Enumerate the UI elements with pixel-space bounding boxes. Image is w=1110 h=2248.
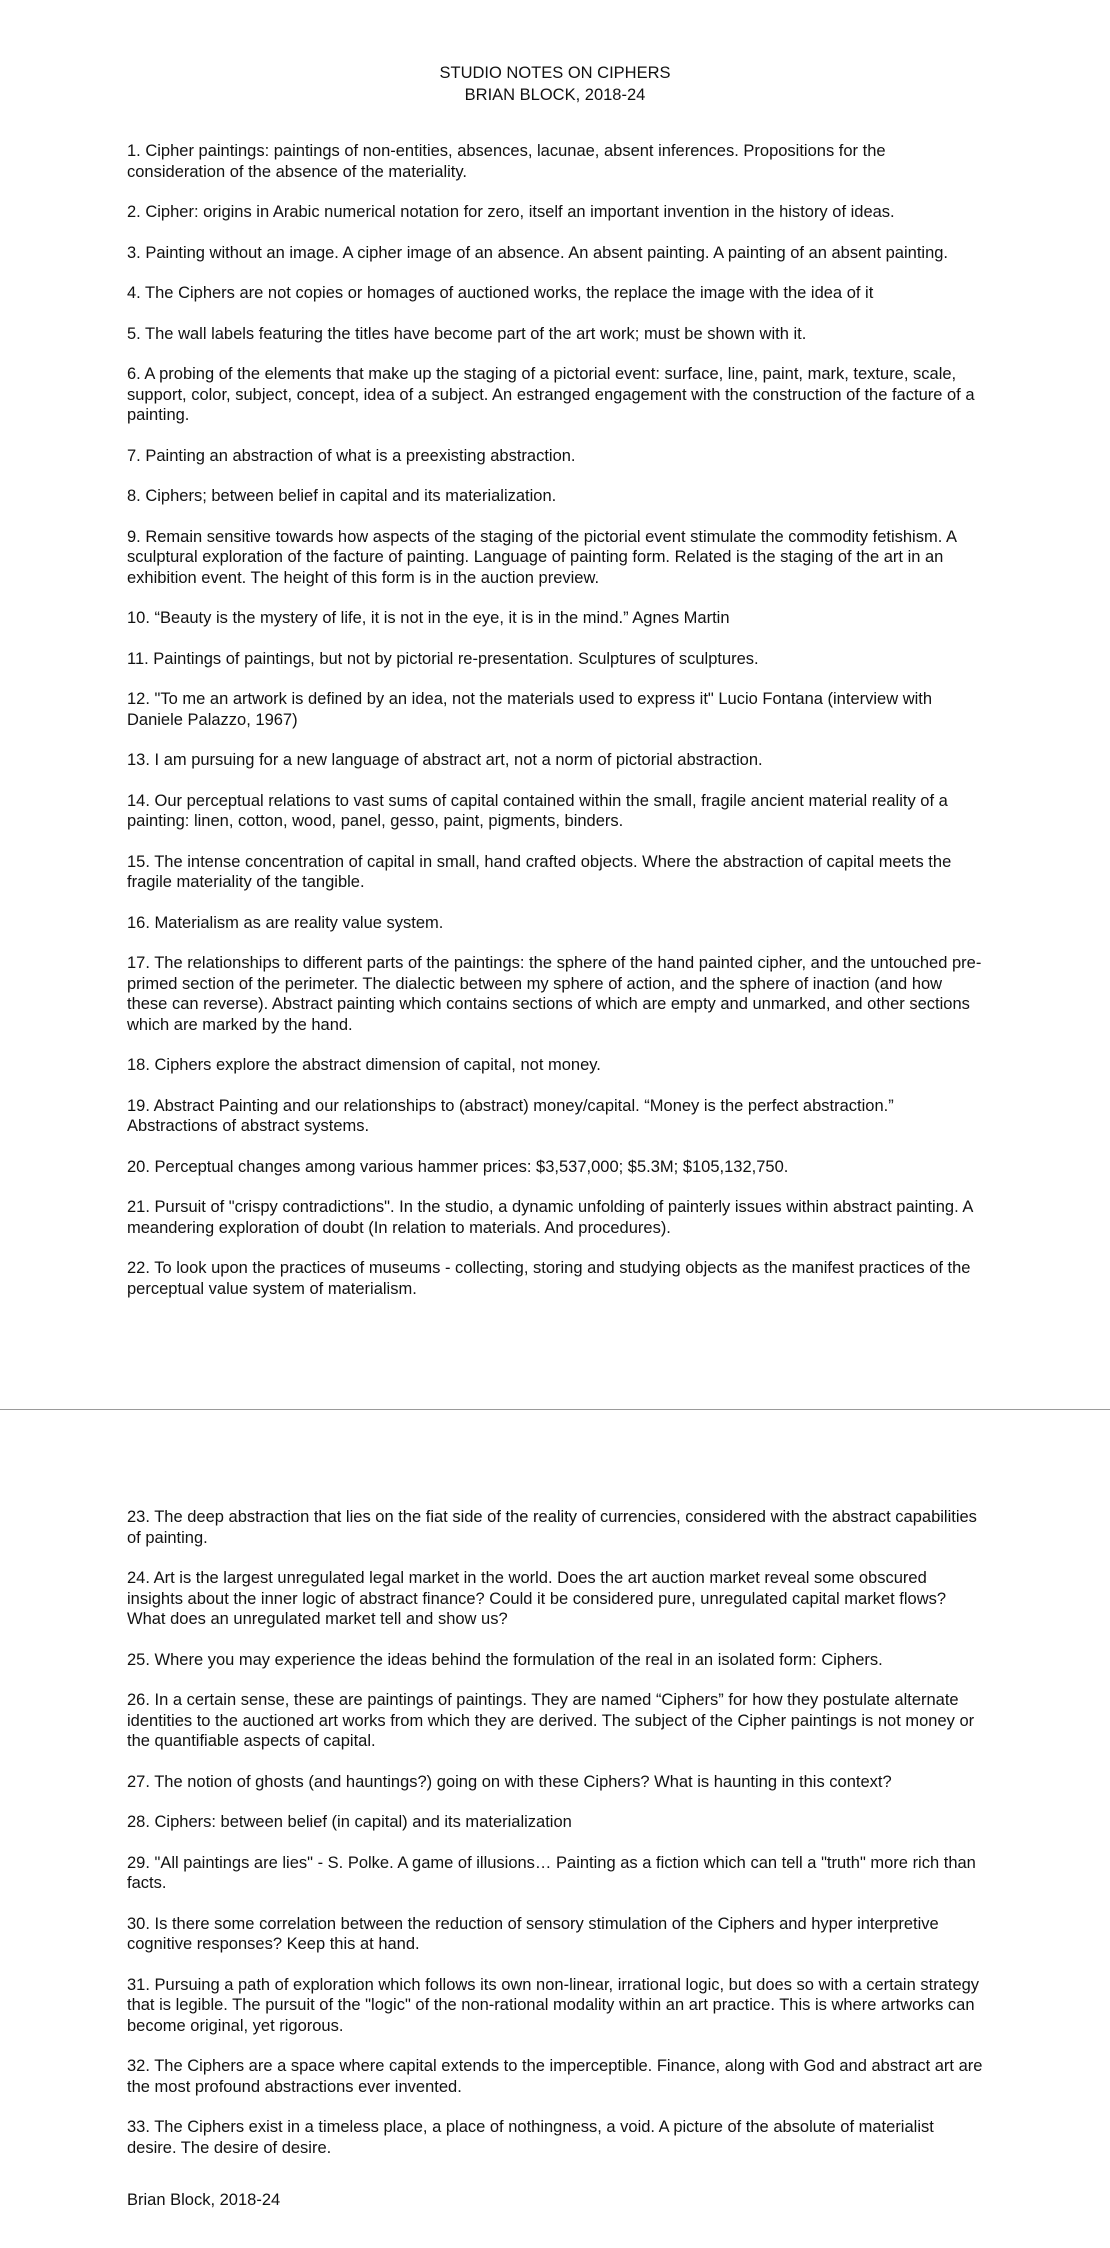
note-item: 1. Cipher paintings: paintings of non-entities, absences, lacunae, absent inferences. Propositions for the consideration of the absence of the materiality. <box>127 142 886 181</box>
note-item: 7. Painting an abstraction of what is a preexisting abstraction. <box>127 446 576 465</box>
note-item: 12. "To me an artwork is defined by an idea, not the materials used to express it" Lucio Fontana (interview with Daniele Palazzo, 1967) <box>127 690 933 729</box>
note-item: 21. Pursuit of "crispy contradictions". In the studio, a dynamic unfolding of painterly issues within abstract painting. A meandering exploration of doubt (In relation to materials. And procedures). <box>127 1198 973 1237</box>
note-item: 3. Painting without an image. A cipher image of an absence. An absent painting. A painting of an absent painting. <box>127 243 949 262</box>
note-item: 19. Abstract Painting and our relationships to (abstract) money/capital. “Money is the perfect abstraction.” Abstractions of abstract systems. <box>127 1096 894 1135</box>
note-item: 17. The relationships to different parts of the paintings: the sphere of the hand painted cipher, and the untouched pre-primed section of the perimeter. The dialectic between my sphere of action, and the sphere of inaction (and how these can reverse). Abstract painting which contains sections of which are empty and unmarked, and other sections which are marked by the hand. <box>127 954 982 1034</box>
note-item: 20. Perceptual changes among various hammer prices: $3,537,000; $5.3M; $105,132,750. <box>127 1157 789 1176</box>
notes-list-page-2 <box>127 1507 987 2178</box>
note-item: 30. Is there some correlation between the reduction of sensory stimulation of the Ciphers and hyper interpretive cognitive responses? Keep this at hand. <box>127 1914 939 1953</box>
note-item: 8. Ciphers; between belief in capital and its materialization. <box>127 487 557 505</box>
note-item: 11. Paintings of paintings, but not by pictorial re-presentation. Sculptures of sculptures. <box>127 649 759 668</box>
note-item: 29. "All paintings are lies" - S. Polke. A game of illusions… Painting as a fiction which can tell a "truth" more rich than facts. <box>127 1853 976 1892</box>
note-item: 15. The intense concentration of capital in small, hand crafted objects. Where the abstraction of capital meets the fragile materiality of the tangible. <box>127 852 952 891</box>
note-item: 25. Where you may experience the ideas behind the formulation of the real in an isolated form: Ciphers. <box>127 1650 883 1669</box>
document-title: STUDIO NOTES ON CIPHERS <box>439 64 671 82</box>
note-item: 31. Pursuing a path of exploration which follows its own non-linear, irrational logic, but does so with a certain strategy that is legible. The pursuit of the "logic" of the non-rational modality within an art practice. This is where artworks can become original, yet rigorous. <box>127 1975 980 2035</box>
note-item: 9. Remain sensitive towards how aspects of the staging of the pictorial event stimulate the commodity fetishism. A sculptural exploration of the facture of painting. Language of painting form. Related is the staging of the art in an exhibition event. The height of this form is in the auction preview. <box>127 527 957 587</box>
signature-line: Brian Block, 2018-24 <box>127 2191 281 2209</box>
note-item: 5. The wall labels featuring the titles have become part of the art work; must be shown with it. <box>127 324 807 343</box>
note-item: 16. Materialism as are reality value system. <box>127 913 444 932</box>
note-item: 2. Cipher: origins in Arabic numerical notation for zero, itself an important invention in the history of ideas. <box>127 203 895 221</box>
note-item: 32. The Ciphers are a space where capital extends to the imperceptible. Finance, along with God and abstract art are the most profound abstractions ever invented. <box>127 2057 983 2096</box>
document-subtitle: BRIAN BLOCK, 2018-24 <box>464 86 646 104</box>
document-header <box>0 62 1110 106</box>
note-item: 27. The notion of ghosts (and hauntings?) going on with these Ciphers? What is haunting in this context? <box>127 1772 892 1791</box>
note-item: 23. The deep abstraction that lies on the fiat side of the reality of currencies, considered with the abstract capabilities of painting. <box>127 1508 977 1547</box>
note-item: 26. In a certain sense, these are paintings of paintings. They are named “Ciphers” for how they postulate alternate identities to the auctioned art works from which they are derived. The subject of the Cipher paintings is not money or the quantifiable aspects of capital. <box>127 1691 975 1750</box>
note-item: 24. Art is the largest unregulated legal market in the world. Does the art auction market reveal some obscured insights about the inner logic of abstract finance? Could it be considered pure, unregulated capital market flows? What does an unregulated market tell and show us? <box>127 1569 947 1628</box>
note-item: 10. “Beauty is the mystery of life, it is not in the eye, it is in the mind.” Agnes Martin <box>127 609 730 627</box>
note-item: 33. The Ciphers exist in a timeless place, a place of nothingness, a void. A picture of the absolute of materialist desire. The desire of desire. <box>127 2118 934 2157</box>
note-item: 14. Our perceptual relations to vast sums of capital contained within the small, fragile ancient material reality of a painting: linen, cotton, wood, panel, gesso, paint, pigments, binders. <box>127 791 948 830</box>
note-item: 6. A probing of the elements that make up the staging of a pictorial event: surface, line, paint, mark, texture, scale, support, color, subject, concept, idea of a subject. An estranged engagement with the construction of the facture of a painting. <box>127 365 975 424</box>
notes-list-page-1 <box>127 141 987 1319</box>
note-item: 13. I am pursuing for a new language of abstract art, not a norm of pictorial abstraction. <box>127 751 763 769</box>
note-item: 18. Ciphers explore the abstract dimension of capital, not money. <box>127 1056 601 1074</box>
page-divider <box>0 1409 1110 1410</box>
note-item: 22. To look upon the practices of museums - collecting, storing and studying objects as the manifest practices of the perceptual value system of materialism. <box>127 1259 971 1298</box>
note-item: 28. Ciphers: between belief (in capital) and its materialization <box>127 1813 572 1831</box>
note-item: 4. The Ciphers are not copies or homages of auctioned works, the replace the image with the idea of it <box>127 284 874 302</box>
